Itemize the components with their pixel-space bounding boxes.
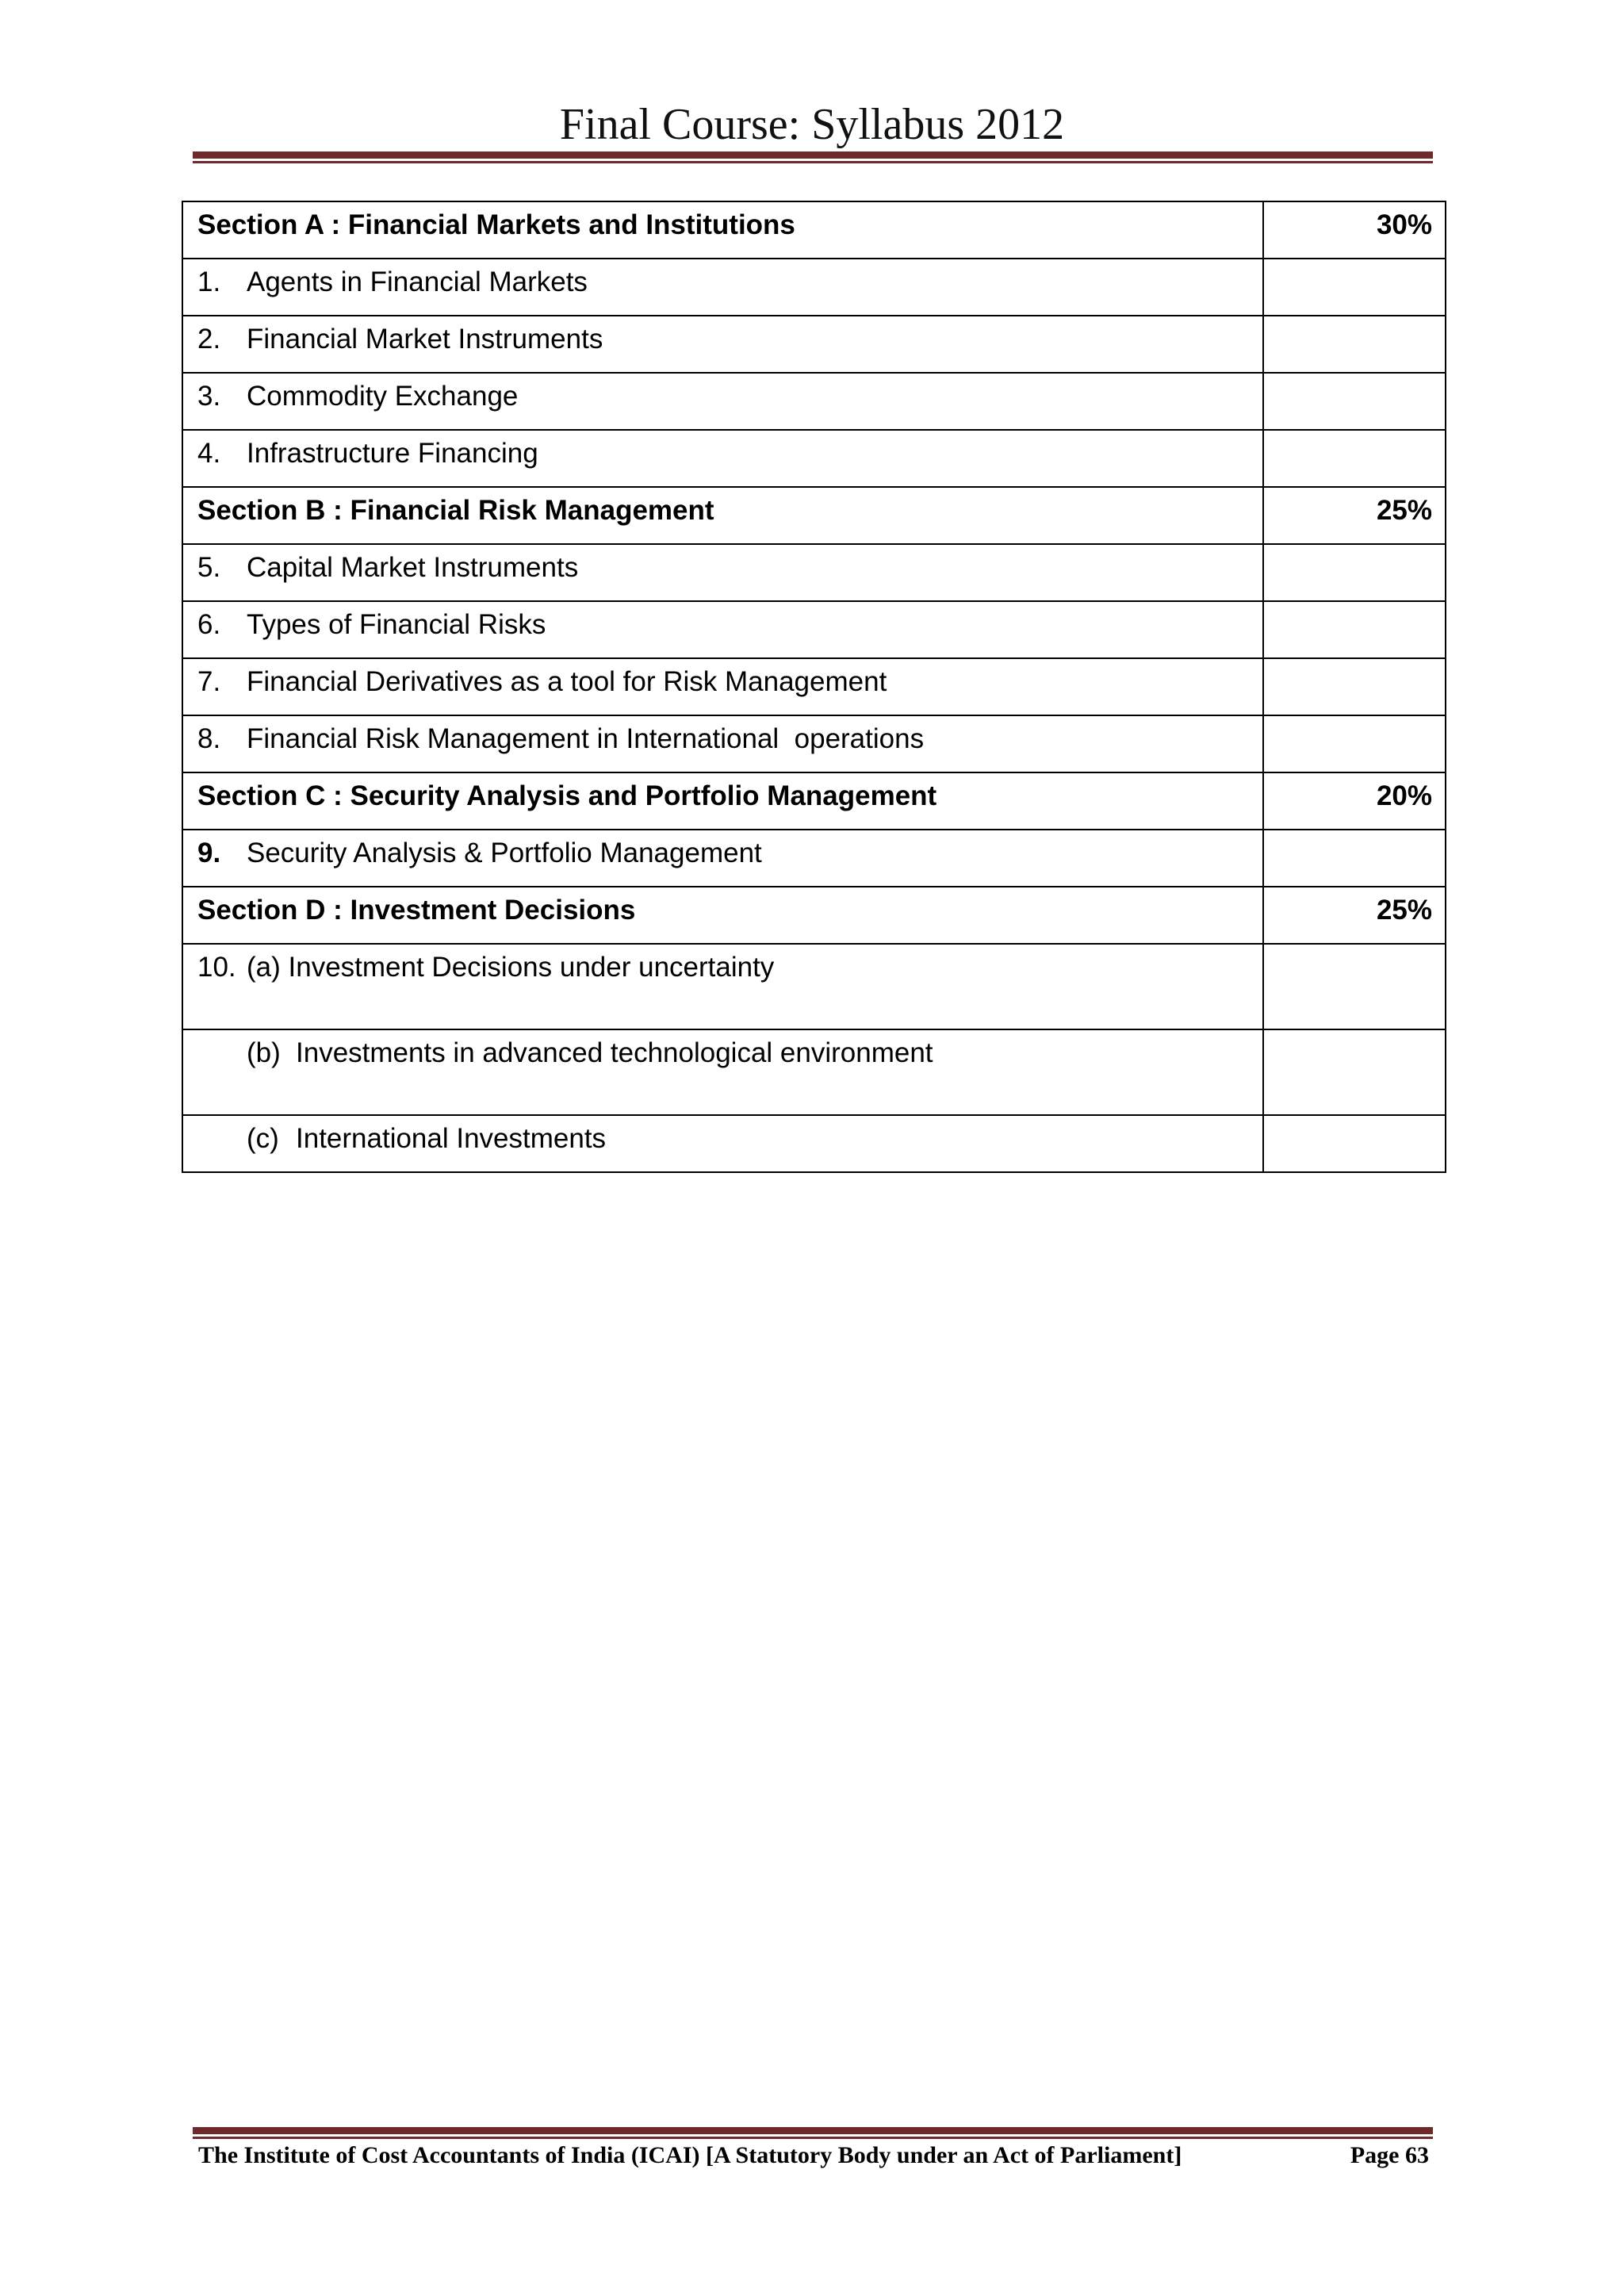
weight-cell [1263, 373, 1446, 430]
syllabus-table [182, 201, 1446, 1173]
topic-number: 2. [197, 324, 221, 355]
topic-row [182, 944, 1446, 1029]
topic-label: Agents in Financial Markets [247, 266, 588, 297]
weight-cell [1263, 944, 1446, 1029]
weight-cell [1263, 316, 1446, 373]
section-row [182, 772, 1446, 830]
topic-label: Security Analysis & Portfolio Management [247, 838, 762, 868]
subtopic-label: Investments in advanced technological environment [296, 1037, 933, 1068]
topic-number: 5. [197, 552, 221, 583]
topic-label: (a) Investment Decisions under uncertainty [247, 952, 775, 983]
weight-cell [1263, 544, 1446, 601]
subtopic-row [182, 1115, 1446, 1172]
topic-number: 6. [197, 609, 221, 640]
section-weight: 25% [1263, 487, 1446, 544]
section-title: Section C : Security Analysis and Portfolio Management [182, 772, 1263, 830]
subtopic-row [182, 1029, 1446, 1115]
weight-cell [1263, 1115, 1446, 1172]
topic-row [182, 658, 1446, 715]
section-row [182, 487, 1446, 544]
header-rule [193, 151, 1433, 163]
section-title: Section A : Financial Markets and Institutions [182, 201, 1263, 259]
section-row [182, 887, 1446, 944]
weight-cell [1263, 601, 1446, 658]
section-weight: 20% [1263, 772, 1446, 830]
topic-row [182, 316, 1446, 373]
topic-label: Infrastructure Financing [247, 438, 538, 469]
topic-row [182, 601, 1446, 658]
subtopic-label: International Investments [296, 1123, 607, 1154]
subtopic-letter: (c) [247, 1123, 279, 1154]
weight-cell [1263, 259, 1446, 316]
subtopic-letter: (b) [247, 1037, 281, 1068]
topic-row [182, 715, 1446, 772]
footer-organization: The Institute of Cost Accountants of India (ICAI) [A Statutory Body under an Act of Parliament] [198, 2142, 1182, 2168]
topic-row [182, 430, 1446, 487]
topic-label: Financial Derivatives as a tool for Risk Management [247, 666, 887, 697]
section-weight: 30% [1263, 201, 1446, 259]
weight-cell [1263, 715, 1446, 772]
topic-row [182, 544, 1446, 601]
page-number: Page 63 [1350, 2142, 1429, 2168]
topic-label: Financial Market Instruments [247, 324, 603, 355]
weight-cell [1263, 1029, 1446, 1115]
section-title: Section B : Financial Risk Management [182, 487, 1263, 544]
topic-row [182, 830, 1446, 887]
footer-rule [193, 2127, 1433, 2139]
topic-number: 7. [197, 666, 221, 697]
topic-row [182, 373, 1446, 430]
weight-cell [1263, 830, 1446, 887]
topic-label: Types of Financial Risks [247, 609, 546, 640]
page-header-title: Final Course: Syllabus 2012 [559, 100, 1065, 149]
topic-number: 3. [197, 381, 221, 412]
topic-number: 4. [197, 438, 221, 469]
topic-number: 8. [197, 723, 221, 754]
topic-row [182, 259, 1446, 316]
topic-label: Capital Market Instruments [247, 552, 579, 583]
section-weight: 25% [1263, 887, 1446, 944]
topic-number: 9. [197, 838, 221, 868]
topic-number: 1. [197, 266, 221, 297]
section-row [182, 201, 1446, 259]
topic-label: Financial Risk Management in International operations [247, 723, 925, 754]
topic-number: 10. [197, 952, 236, 983]
section-title: Section D : Investment Decisions [182, 887, 1263, 944]
topic-label: Commodity Exchange [247, 381, 519, 412]
weight-cell [1263, 658, 1446, 715]
weight-cell [1263, 430, 1446, 487]
